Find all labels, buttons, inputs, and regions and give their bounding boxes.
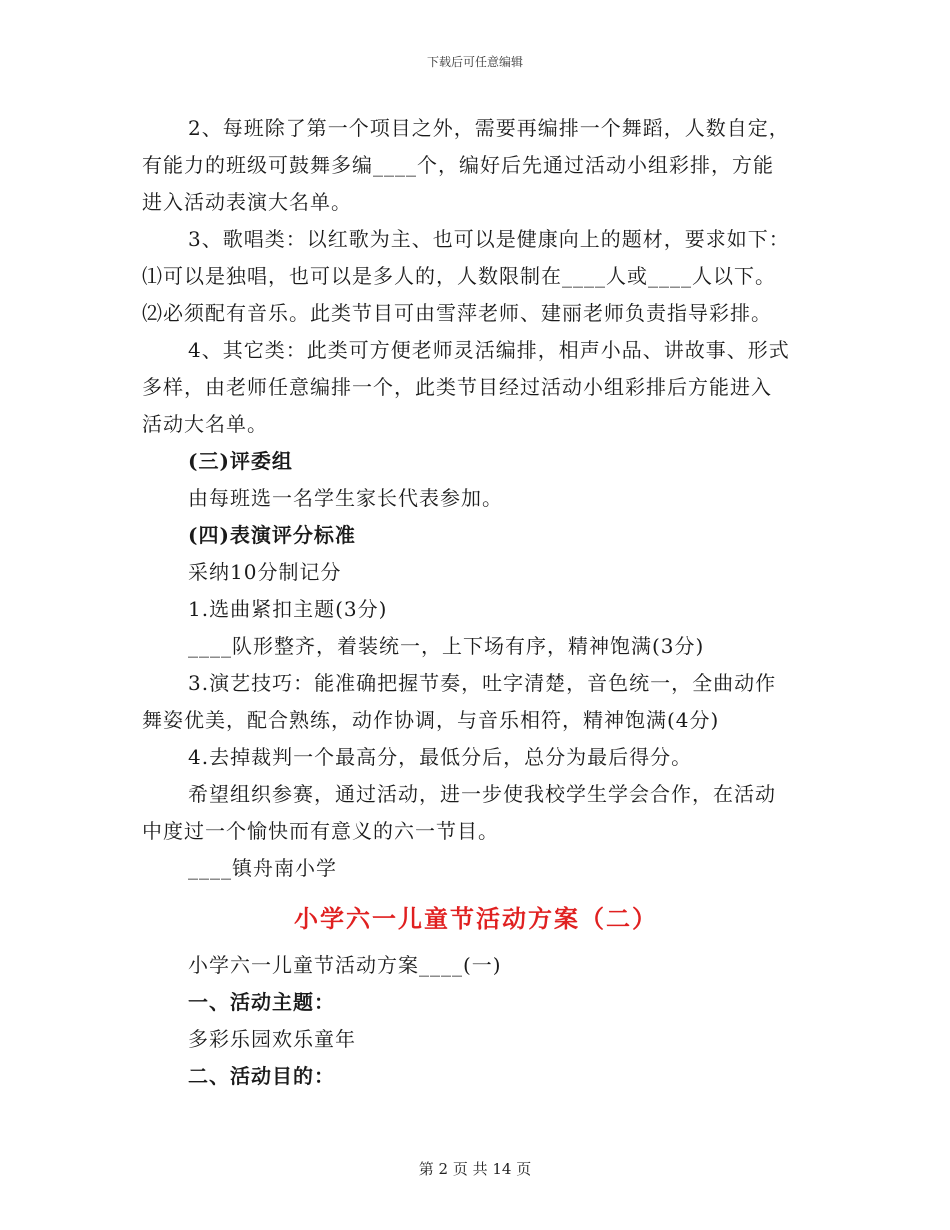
document-body — [142, 110, 810, 1095]
paragraph-line: 3、歌唱类：以红歌为主、也可以是健康向上的题材，要求如下： — [188, 227, 790, 251]
scoring-item-continued: 舞姿优美，配合熟练，动作协调，与音乐相符，精神饱满(4分) — [142, 708, 720, 732]
paragraph-line: ⑵必须配有音乐。此类节目可由雪萍老师、建丽老师负责指导彩排。 — [142, 301, 772, 325]
section-heading-scoring: (四)表演评分标准 — [188, 523, 356, 547]
paragraph-line: 活动大名单。 — [142, 412, 268, 436]
section-title: 小学六一儿童节活动方案（二） — [294, 904, 658, 933]
paragraph-line: 多样，由老师任意编排一个，此类节目经过活动小组彩排后方能进入 — [142, 375, 772, 399]
paragraph-line: 2、每班除了第一个项目之外，需要再编排一个舞蹈，人数自定， — [188, 116, 790, 140]
section-heading-purpose: 二、活动目的： — [188, 1064, 335, 1088]
paragraph-line: ⑴可以是独唱，也可以是多人的，人数限制在____人或____人以下。 — [142, 264, 776, 288]
paragraph-line: 4、其它类：此类可方便老师灵活编排，相声小品、讲故事、形式 — [188, 338, 790, 362]
paragraph-line: 采纳10分制记分 — [188, 560, 342, 584]
scoring-item: ____队形整齐，着装统一，上下场有序，精神饱满(3分) — [188, 634, 705, 658]
paragraph-line: 希望组织参赛，通过活动，进一步使我校学生学会合作，在活动 — [188, 782, 776, 806]
paragraph-line: 中度过一个愉快而有意义的六一节目。 — [142, 819, 499, 843]
header-note: 下载后可任意编辑 — [426, 55, 523, 69]
section-heading-judges: (三)评委组 — [188, 449, 293, 473]
scoring-item: 4.去掉裁判一个最高分，最低分后，总分为最后得分。 — [188, 745, 693, 769]
scoring-item: 3.演艺技巧：能准确把握节奏，吐字清楚，音色统一，全曲动作 — [188, 671, 777, 695]
paragraph-line: 进入活动表演大名单。 — [142, 190, 352, 214]
paragraph-line: 有能力的班级可鼓舞多编____个，编好后先通过活动小组彩排，方能 — [142, 153, 774, 177]
paragraph-line: 多彩乐园欢乐童年 — [188, 1027, 356, 1051]
section-heading-theme: 一、活动主题： — [188, 990, 335, 1014]
paragraph-line: 小学六一儿童节活动方案____(一) — [188, 953, 502, 977]
page-footer: 第 2 页 共 14 页 — [418, 1160, 532, 1178]
scoring-item: 1.选曲紧扣主题(3分) — [188, 597, 388, 621]
signature-line: ____镇舟南小学 — [188, 856, 337, 880]
paragraph-line: 由每班选一名学生家长代表参加。 — [188, 486, 503, 510]
